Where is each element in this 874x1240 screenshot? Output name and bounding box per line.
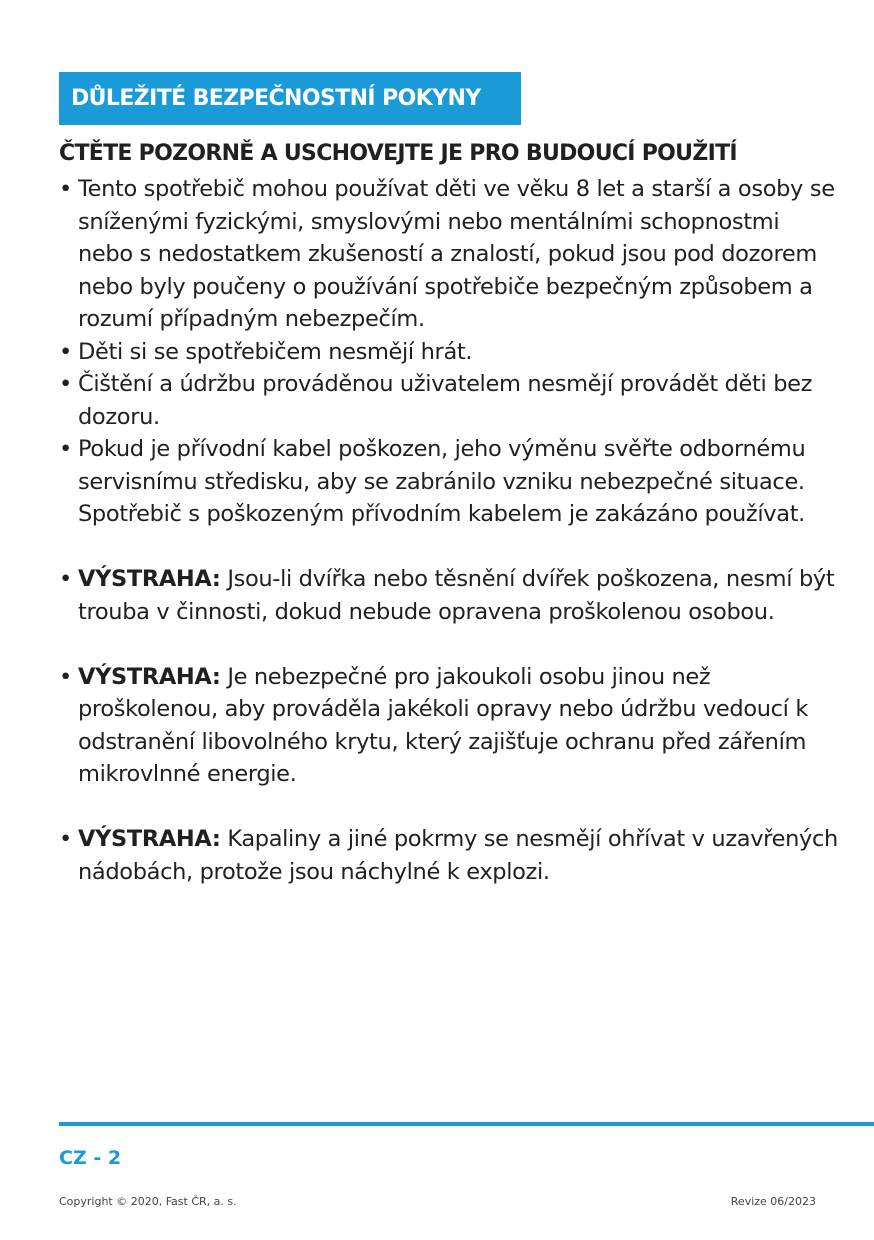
item-text: Pokud je přívodní kabel poškozen, jeho výměnu svěřte odbornému servisnímu středisku, aby se zabránilo vzniku nebezpečné situace. Spotřebič s poškozeným přívodním kabelem je zakázáno používat. (78, 436, 806, 527)
bullet: • (59, 566, 72, 592)
bullet: • (59, 371, 72, 397)
page-number: CZ - 2 (59, 1147, 122, 1169)
warning-item (59, 563, 839, 628)
list-item (59, 368, 839, 433)
warning-label: VÝSTRAHA: (78, 566, 221, 592)
bullet: • (59, 663, 72, 690)
item-text: Je nebezpečné pro jakoukoli osobu jinou než proškolenou, aby prováděla jakékoli opravy nebo údržbu vedoucí k odstranění libovolného krytu, který zajišťuje ochranu před zářením mikrovlnné energie. (78, 663, 809, 787)
bullet: • (59, 436, 72, 462)
list-item (59, 336, 839, 369)
warning-item (59, 661, 839, 791)
spacer (59, 791, 839, 824)
revision-label: Revize 06/2023 (730, 1195, 816, 1208)
spacer (59, 531, 839, 564)
safety-instructions-list (59, 173, 839, 888)
copyright-notice: Copyright © 2020, Fast ČR, a. s. (59, 1195, 237, 1208)
bullet: • (59, 338, 72, 365)
item-text: Čištění a údržbu prováděnou uživatelem nesmějí provádět děti bez dozoru. (78, 371, 813, 430)
list-item (59, 433, 839, 531)
section-title: DŮLEŽITÉ BEZPEČNOSTNÍ POKYNY (71, 86, 481, 111)
spacer (59, 628, 839, 661)
item-text: Kapaliny a jiné pokrmy se nesmějí ohřívat v uzavřených nádobách, protože jsou náchylné k explozi. (78, 826, 838, 885)
warning-item (59, 823, 839, 888)
list-item (59, 173, 839, 336)
subheading: ČTĚTE POZORNĚ A USCHOVEJTE JE PRO BUDOUCÍ POUŽITÍ (59, 141, 737, 166)
warning-label: VÝSTRAHA: (78, 826, 221, 852)
bullet: • (59, 826, 72, 852)
bullet: • (59, 176, 72, 202)
section-title-banner (59, 72, 521, 125)
footer-divider (59, 1122, 874, 1126)
item-text: Tento spotřebič mohou používat děti ve věku 8 let a starší a osoby se sníženými fyzickými, smyslovými nebo mentálními schopnostmi nebo s nedostatkem zkušeností a znalostí, pokud jsou pod dozorem nebo byly poučeny o používání spotřebiče bezpečným způsobem a rozumí případným nebezpečím. (78, 176, 835, 332)
warning-label: VÝSTRAHA: (78, 663, 221, 690)
item-text: Jsou-li dvířka nebo těsnění dvířek poškozena, nesmí být trouba v činnosti, dokud nebude opravena proškolenou osobou. (78, 566, 835, 625)
item-text: Děti si se spotřebičem nesmějí hrát. (78, 338, 473, 365)
